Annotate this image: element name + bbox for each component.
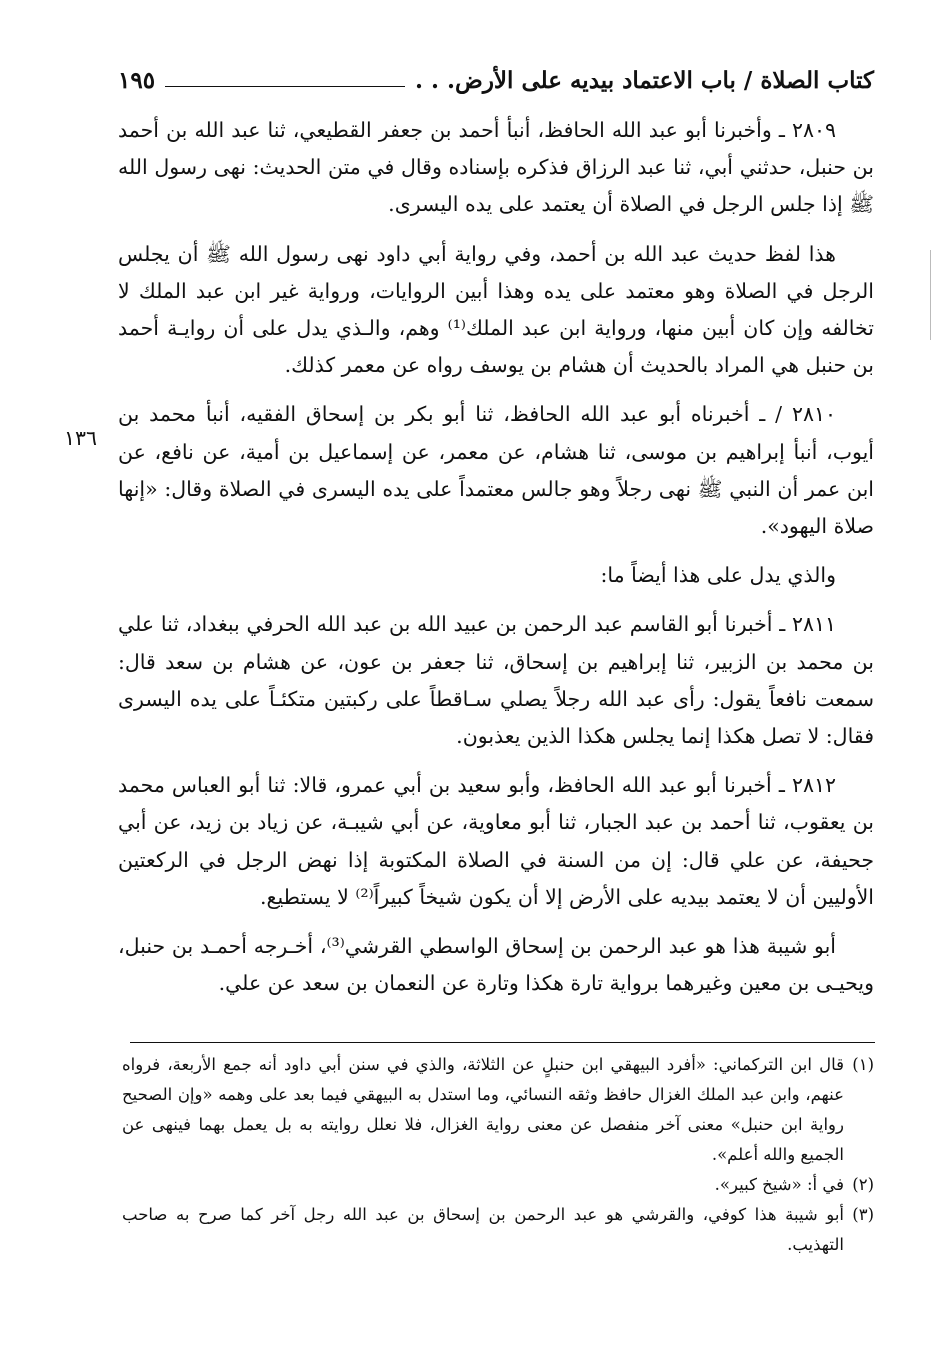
- footnotes: [122, 1050, 874, 1260]
- footnote-number: (٣): [852, 1205, 874, 1224]
- footnote-3: [122, 1200, 874, 1260]
- header-rule: [165, 86, 405, 87]
- footnote-1: [122, 1050, 874, 1170]
- footnote-text: في أ: «شيخ كبير».: [714, 1175, 844, 1194]
- paragraph-hadith-2812: ٢٨١٢ ـ أخبرنا أبو عبد الله الحافظ، وأبو سعيد بن أبي عمرو، قالا: ثنا أبو العباس محمد بن يعقوب، ثنا أحمد بن عبد الجبار، ثنا أبو معاوية، عن أبي شيبـة، عن زياد بن زيد، عن أبي جحيفة، عن علي قال: إن من السنة في الصلاة المكتوبة إذا نهض الرجل في الركعتين الأوليين أن لا يعتمد بيديه على الأرض إلا أن يكون شيخاً كبيراً⁽²⁾ لا يستطيع.: [118, 773, 874, 909]
- page-number: ١٩٥: [118, 67, 156, 94]
- paragraph-commentary: هذا لفظ حديث عبد الله بن أحمد، وفي رواية أبي داود نهى رسول الله ﷺ أن يجلس الرجل في الصلاة وهو معتمد على يده وهذا أبين الروايات، ورواية غير ابن عبد الملك لا تخالفه وإن كان أبين منها، ورواية ابن عبد الملك⁽¹⁾ وهم، والـذي يدل على أن روايـة أحمد بن حنبل هي المراد بالحديث أن هشام بن يوسف رواه عن معمر كذلك.: [118, 241, 874, 378]
- footnote-number: (٢): [852, 1175, 874, 1194]
- scan-artifact-line: [930, 250, 931, 340]
- footnote-2: [122, 1170, 874, 1200]
- running-header: [118, 62, 874, 96]
- footnote-number: (١): [852, 1055, 874, 1074]
- footnote-text: أبو شيبة هذا كوفي، والقرشي هو عبد الرحمن بن إسحاق بن عبد الله رجل آخر كما صرح به صاحب التهذيب.: [122, 1205, 844, 1254]
- paragraph-transition: والذي يدل على هذا أيضاً ما:: [600, 563, 836, 588]
- margin-page-reference: ١٣٦: [64, 426, 98, 450]
- paragraph-hadith-2809: ٢٨٠٩ ـ وأخبرنا أبو عبد الله الحافظ، أنبأ أحمد بن جعفر القطيعي، ثنا عبد الله بن أحمد بن حنبل، حدثني أبي، ثنا عبد الرزاق فذكره بإسناده وقال في متن الحديث: نهى رسول الله ﷺ إذا جلس الرجل في الصلاة أن يعتمد على يده اليسرى.: [118, 118, 874, 217]
- paragraph-closing: أبو شيبة هذا هو عبد الرحمن بن إسحاق الواسطي القرشي⁽³⁾، أخـرجه أحمـد بن حنبل، ويحيـى بن معين وغيرهما برواية تارة هكذا وتارة عن النعمان بن سعد عن علي.: [118, 934, 874, 996]
- header-title: كتاب الصلاة / باب الاعتماد بيديه على الأرض. . .: [414, 67, 874, 94]
- paragraph-hadith-2811: ٢٨١١ ـ أخبرنا أبو القاسم عبد الرحمن بن عبيد الله بن عبد الله الحرفي ببغداد، ثنا علي بن محمد بن الزبير، ثنا إبراهيم بن إسحاق، ثنا جعفر بن عون، عن هشام بن سعد قال: سمعت نافعاً يقول: رأى عبد الله رجلاً يصلي سـاقطاً على ركبتين متكئـاً على يده اليسرى فقال: لا تصل هكذا إنما يجلس هكذا الذين يعذبون.: [118, 612, 874, 749]
- paragraph-hadith-2810: ٢٨١٠ / ـ أخبرناه أبو عبد الله الحافظ، ثنا أبو بكر بن إسحاق الفقيه، أنبأ محمد بن أيوب، أنبأ إبراهيم بن موسى، ثنا هشام، عن معمر، عن إسماعيل بن أمية، عن نافع، عن ابن عمر أن النبي ﷺ نهى رجلاً وهو جالس معتمداً على يده اليسرى في الصلاة وقال: «إنها صلاة اليهود».: [118, 402, 874, 539]
- main-text: [118, 112, 874, 1014]
- footnote-text: قال ابن التركماني: «أفرد البيهقي ابن حنبلٍ عن الثلاثة، والذي في سنن أبي داود أنه جمع الأربعة، فرواه عنهم، وابن عبد الملك الغزال حافظ وثقه النسائي، وما استدل به البيهقي فيما بعد على وهمه «وإن الصحيح رواية ابن حنبل» معنى آخر منفصل عن معنى رواية الغزال، فلا نعلل روايته به بل يعمل بهما فينهى عن الجميع والله أعلم».: [122, 1055, 844, 1164]
- footnote-divider: [130, 1042, 875, 1043]
